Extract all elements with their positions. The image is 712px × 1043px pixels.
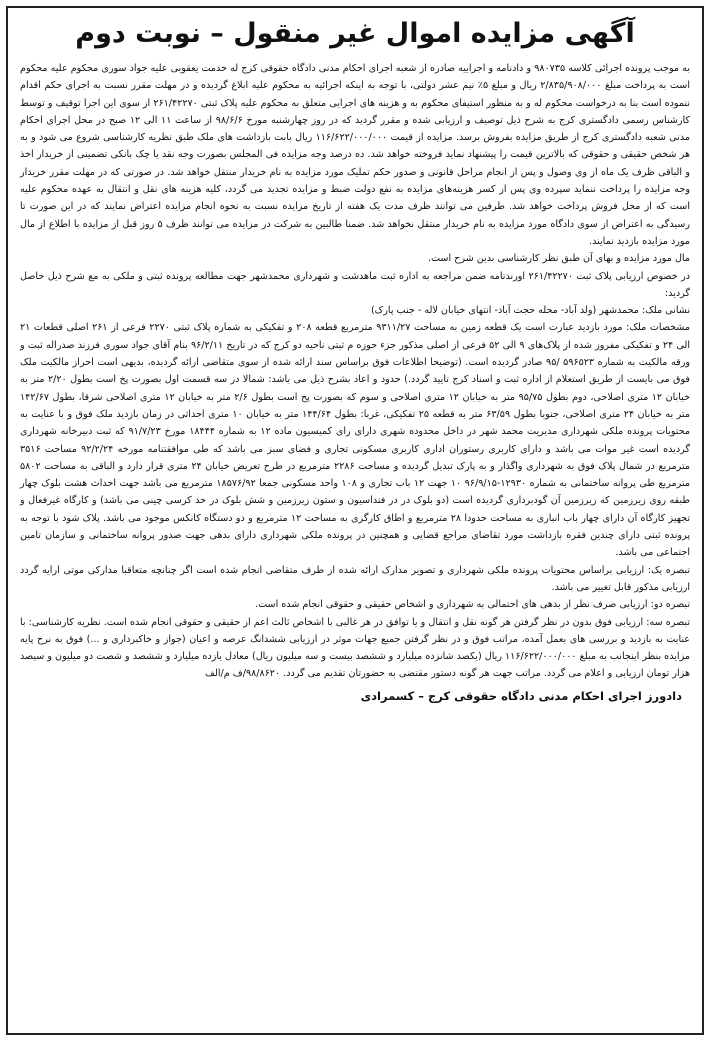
auction-notice: [6, 6, 704, 1035]
notice-paragraph-value-heading: مال مورد مزایده و بهای آن طبق نظر کارشناسی بدین شرح است.: [427, 253, 690, 265]
notice-paragraph-property-details: مشخصات ملک: مورد بازدید عبارت است یک قطعه زمین به مساحت ۹۳۱۱/۲۷ مترمربع قطعه ۲۰۸ و تفکیکی به شماره پلاک ثبتی ۲۲۷۰ فرعی از ۲۶۱ اصلی قطعات ۲۱ الی ۲۴ و تفکیکی مفروز شده از پلاک‌های ۹ الی ۵۲ فرعی از اصلی مذکور جزء حوزه م ثبتی ناحیه دو کرج که در تاریخ ۹۶/۲/۱۱ بنام آقای جواد سوری فرزند صدراله ثبت و ورقه مالکیت به شماره ۵۹۶۵۲۳ /۹۵ صادر گردیده است. (توضیحا اطلاعات فوق براساس سند ارائه شده از سوی متقاضی ارائه گردیده، بدیهی است احراز مالکیت ملک فوق می بایست از طریق استعلام از اداره ثبت و اسناد کرج تایید گردد.) حدود و اعاد بشرح ذیل می باشد: شمالا در سه قسمت اول بصورت پخ است بطول ۲/۲۰ متر به خیابان ۱۲ متری اصلاحی، دوم بطول ۹۵/۷۵ متر به خیابان ۱۲ متری اصلاحی و سوم که بصورت پخ است بطول ۲/۶ متر به خیابان ۱۲ متری اصلاحی شرقا، بطول ۱۴۲/۶۷ متر به خیابان ۲۴ متری اصلاحی، جنوبا بطول ۶۳/۵۹ متر به قطعه ۲۵ تفکیکی، غربا: بطول ۱۴۴/۶۴ متر به خیابان ۱۰ متری احداثی در زمان بازدید ملک فوق و با عنایت به محتویات پرونده ملکی شهرداری مدیریت محمد شهر در داخل محدوده شهری دارای رای کمیسیون ماده ۱۲ به شماره ۱۸۴۴۴ مورخ ۹۱/۷/۲۳ که ثبت دبیرخانه شهرداری گردیده است غیر موات می باشد و دارای کاربری رستوران اداری کاربری مسکونی تجاری و فضای سبز می باشد که طی موافقتنامه مورخه ۹۲/۲/۲۴ مساحت ۳۵۱۶ مترمربع در شمال پلاک فوق به شهرداری واگذار و به پارک تبدیل گردیده و مساحت ۲۲۸۶ مترمربع در طرح تعریض خیابان ۲۴ متری قرار دارد و الباقی به مساحت ۵۸۰۲ مترمربع طی پروانه ساختمانی به شماره ۱۲۹۳۰-۹۶/۹/۱۵ ۱۰ جهت ۱۲ باب تجاری و ۱۰۸ واحد مسکونی جمعا ۱۸۵۷۶/۹۲ مترمربع می باشد جهت احداث هشت بلوک چهار طبقه روی زیرزمین که زیرزمین آن گودبرداری گردیده است (دو بلوک در در فنداسیون و ستون زیرزمین و شش بلوک در حد کرسی چینی می باشد) و کارگاه غیرفعال و تجهیز کارگاه آن دارای چهار باب انباری به مساحت حدودا ۲۸ مترمربع و اطاق کارگری به مساحت ۱۲ مترمربع و دو دستگاه کانکس موجود می باشد. پلاک شود با توجه به پرونده ثبتی دارای چندین فقره بازداشت مورد تقاضای مراجع قضایی و همچنین در پرونده ملکی شهرداری دارای بدهی جهت صدور پروانه ساختمانی و سازمان تامین اجتماعی می باشد.: [20, 322, 691, 559]
notice-paragraph-assessment: در خصوص ارزیابی پلاک ثبت ۲۶۱/۴۲۲۷۰ اورندنامه ضمن مراجعه به اداره ثبت ماهدشت و شهرداری محمدشهر جهت مطالعه پرونده ثبتی و ملکی به مع شرح ذیل حاصل گردید:: [20, 270, 690, 299]
notice-paragraph-address: نشانی ملک: محمدشهر (ولد آباد- محله حجت آباد- انتهای خیابان لاله - جنب پارک): [370, 305, 690, 317]
notice-body: [20, 60, 690, 683]
notice-paragraph-intro: به موجب پرونده اجرائی کلاسه ۹۸۰۷۳۵ و دادنامه و اجراییه صادره از شعبه اجرای احکام مدنی دادگاه حقوقی کرج له خدمت یعقوبی علیه جواد سوری محکوم علیه محکوم است به پرداخت مبلغ ۲/۸۳۵/۹۰۸/۰۰۰ ریال و مبلغ ۵٪ نیم عشر دولتی، با توجه به اینکه اجرائیه به محکوم علیه ابلاغ گردیده و در مهلت مقرر نسبت به اجرای حکم اقدام ننموده است بنا به درخواست محکوم له و به منظور استیفای محکوم به و هزینه های اجرایی متعلق به محکوم علیه پلاک ثبتی ۲۶۱/۴۲۲۷۰ از سوی این اجرا توقیف و توسط کارشناس رسمی دادگستری کرج به شرح ذیل توصیف و ارزیابی شده و مقرر گردید که در روز چهارشنبه مورخ ۹۸/۶/۶ از ساعت ۱۱ الی ۱۲ صبح در محل اجرای احکام مدنی شعبه دادگستری کرج از طریق مزایده بفروش برسد. مزایده از قیمت ۱۱۶/۶۲۲/۰۰۰/۰۰۰ ریال بابت بازداشت های ملک طبق نظریه کارشناسی شروع می شود و به هر شخص حقیقی و حقوقی که بالاترین قیمت را پیشنهاد نماید فروخته خواهد شد. ده درصد وجه مزایده فی المجلس بصورت وجه نقد یا چک بانکی تضمینی از خریدار اخذ و الباقی ظرف یک ماه از وی وصول و پس از انجام مراحل قانونی و صدور حکم تملیک مورد مزایده به نام خریدار منتقل خواهد شد. در صورتی که در مهلت مقرر خریدار وجه مزایده را پرداخت ننماید سپرده وی پس از کسر هزینه‌های مزایده به نفع دولت ضبط و مزایده تجدید می گردد، کلیه هزینه های نقل و انتقال به عهده محکوم علیه است که از محل فروش پرداخت خواهد شد. طرفین می توانند ظرف مدت یک هفته از تاریخ مزایده نسبت به نحوه انجام مزایده اعتراض نمایند که در این صورت تا رسیدگی به اعتراض از سوی دادگاه مورد مزایده به نام خریدار منتقل نخواهد شد. ضمنا طالبین به شرکت در مزایده می توانند ظرف ۵ روز قبل از مزایده با اطلاع از مال مورد مزایده بازدید نمایند.: [20, 63, 691, 247]
notice-paragraph-note-one: تبصره یک: ارزیابی براساس محتویات پرونده ملکی شهرداری و تصویر مدارک ارائه شده از طرف متقاضی انجام شده است اگر چنانچه متعاقبا مدارکی موتی ارایه گردد ارزیابی مذکور قابل تغییر می باشد.: [20, 564, 690, 593]
notice-signature: دادورز اجرای احکام مدنی دادگاه حقوقی کرج – کسمرادی: [360, 688, 682, 703]
notice-paragraph-note-three: تبصره سه: ارزیابی فوق بدون در نظر گرفتن هر گونه نقل و انتقال و یا توافق در هر غالبی با اشخاص ثالث اعم از حقیقی و حقوقی انجام شده است. نظریه کارشناسی: با عنایت به بازدید و بررسی های بعمل آمده، مراتب فوق و در نظر گرفتن جمیع جهات موثر در ارزیابی ششدانگ عرصه و اعیان (جواز و خاکبرداری و ...) فوق به نرخ پایه مزایده بنظر اینجانب به مبلغ ۱۱۶/۶۲۲/۰۰۰/۰۰۰ ریال (یکصد شانزده میلیارد و ششصد بیست و سه میلیون ریال) معادل یازده میلیارد و ششصد و شصت دو میلیون و سیصد هزار تومان ارزیابی و اعلام می گردد. مراتب جهت هر گونه دستور مقتضی به حضورتان تقدیم می گردد. ۹۸/۸۶۲۰/ف م/الف: [20, 616, 690, 680]
notice-title: آگهی مزایده اموال غیر منقول – نوبت دوم: [75, 18, 635, 49]
notice-paragraph-note-two: تبصره دو: ارزیابی صرف نظر از بدهی های احتمالی به شهرداری و اشخاص حقیقی و حقوقی انجام شده است.: [255, 599, 690, 611]
